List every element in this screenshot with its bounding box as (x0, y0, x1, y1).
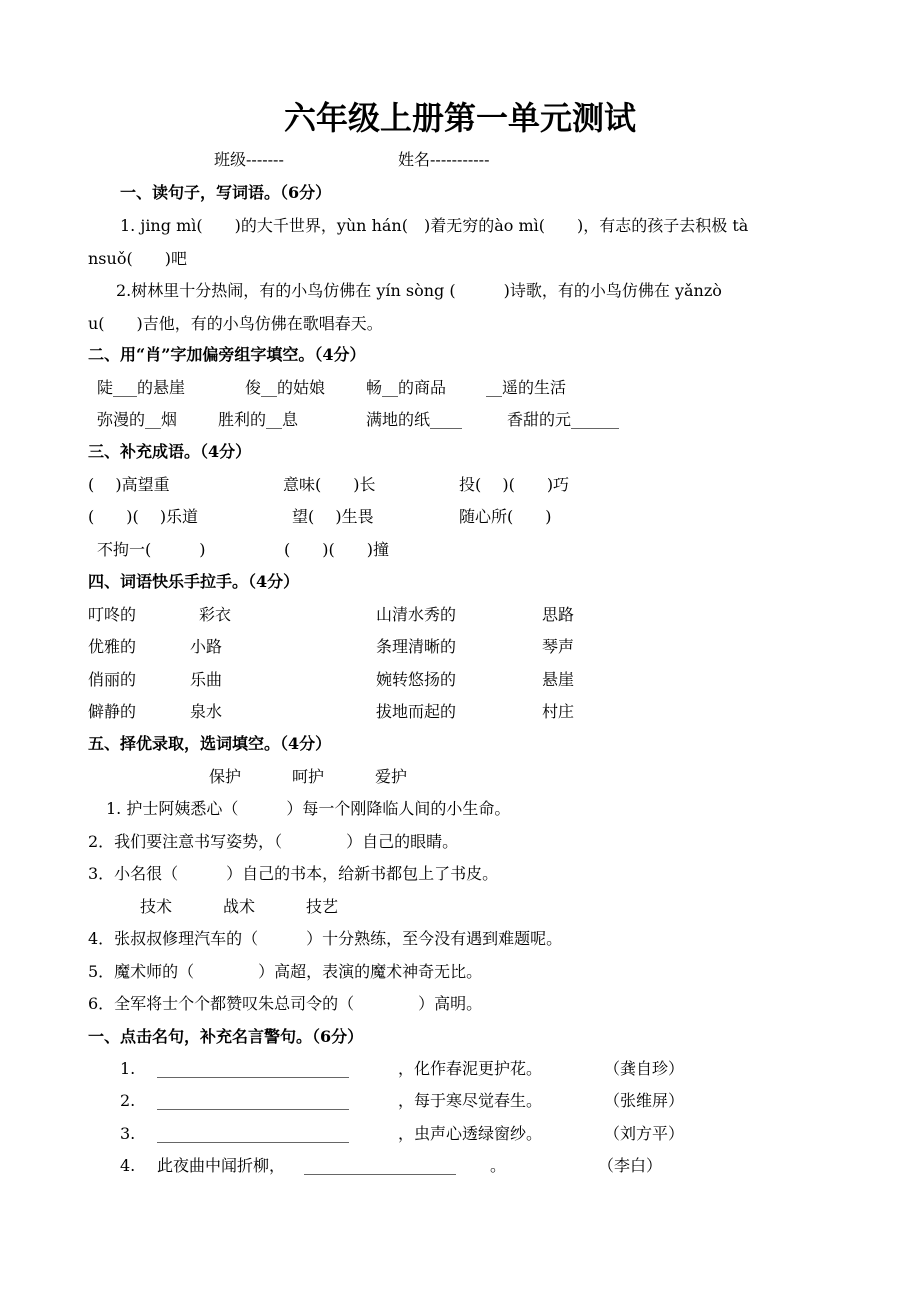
word-choice: 爱护 (375, 767, 408, 786)
match-word: 悬崖 (542, 670, 575, 689)
quote-author: （刘方平） (604, 1124, 685, 1143)
section-3-heading: 三、补充成语。（4分） (88, 442, 252, 461)
quote-blank: ________________________ (157, 1091, 349, 1110)
fill-question: 5．魔术师的（ ）高超，表演的魔术神奇无比。 (88, 962, 483, 981)
question-2-line1: 2.树林里十分热闹，有的小鸟仿佛在 yín sòng ( )诗歌，有的小鸟仿佛在 yǎnzò (116, 281, 722, 300)
word-choice: 技艺 (306, 897, 339, 916)
quote-author: （李白） (598, 1156, 663, 1175)
quote-number: 3. (120, 1124, 136, 1143)
s2-item: __遥的生活 (486, 378, 567, 397)
idiom: 不拘一( ) (97, 540, 206, 559)
question-2-line2: u( )吉他，有的小鸟仿佛在歌唱春天。 (88, 314, 383, 333)
s2-item: 俊__的姑娘 (245, 378, 326, 397)
idiom: 意味( )长 (283, 475, 376, 494)
section-6-heading: 一、点击名句，补充名言警句。（6分） (88, 1027, 364, 1046)
match-word: 乐曲 (190, 670, 223, 689)
s2-item: 畅__的商品 (366, 378, 447, 397)
quote-author: （龚自珍） (604, 1059, 685, 1078)
match-word: 山清水秀的 (376, 605, 457, 624)
quote-blank: ________________________ (157, 1059, 349, 1078)
word-choice: 战术 (223, 897, 256, 916)
quote-end: 。 (490, 1156, 507, 1175)
match-word: 婉转悠扬的 (376, 670, 457, 689)
quote-author: （张维屏） (604, 1091, 685, 1110)
match-word: 泉水 (190, 702, 223, 721)
match-word: 彩衣 (199, 605, 232, 624)
section-5-heading: 五、择优录取，选词填空。（4分） (88, 734, 332, 753)
quote-blank: ___________________ (304, 1156, 456, 1175)
match-word: 优雅的 (88, 637, 137, 656)
idiom: 随心所( ) (459, 507, 552, 526)
fill-question: 4．张叔叔修理汽车的（ ）十分熟练，至今没有遇到难题呢。 (88, 929, 563, 948)
s2-item: 弥漫的__烟 (97, 410, 178, 429)
quote-number: 4. (120, 1156, 136, 1175)
s2-item: 香甜的元______ (507, 410, 620, 429)
match-word: 俏丽的 (88, 670, 137, 689)
idiom: 投( )( )巧 (459, 475, 570, 494)
fill-question: 6．全军将士个个都赞叹朱总司令的（ ）高明。 (88, 994, 483, 1013)
section-4-heading: 四、词语快乐手拉手。（4分） (88, 572, 300, 591)
fill-question: 1. 护士阿姨悉心（ ）每一个刚降临人间的小生命。 (106, 799, 511, 818)
idiom: ( )( )乐道 (88, 507, 199, 526)
question-1-line2: nsuǒ( )吧 (88, 249, 187, 268)
word-choice: 呵护 (292, 767, 325, 786)
s2-item: 陡___的悬崖 (97, 378, 186, 397)
fill-question: 3．小名很（ ）自己的书本，给新书都包上了书皮。 (88, 864, 499, 883)
match-word: 条理清晰的 (376, 637, 457, 656)
match-word: 叮咚的 (88, 605, 137, 624)
quote-number: 1. (120, 1059, 136, 1078)
match-word: 琴声 (542, 637, 575, 656)
idiom: ( )( )撞 (284, 540, 389, 559)
class-label: 班级------- (214, 150, 284, 169)
word-choice: 保护 (209, 767, 242, 786)
name-label: 姓名----------- (398, 150, 490, 169)
idiom: 望( )生畏 (292, 507, 374, 526)
fill-question: 2．我们要注意书写姿势，（ ）自己的眼睛。 (88, 832, 459, 851)
quote-blank: ________________________ (157, 1124, 349, 1143)
match-word: 思路 (542, 605, 575, 624)
section-2-heading: 二、用“肖”字加偏旁组字填空。（4分） (88, 345, 366, 364)
s2-item: 满地的纸____ (366, 410, 463, 429)
page-title: 六年级上册第一单元测试 (283, 99, 636, 137)
quote-text: ，虫声心透绿窗纱。 (398, 1124, 543, 1143)
quote-text: ，每于寒尽觉春生。 (398, 1091, 543, 1110)
quote-text: ，化作春泥更护花。 (398, 1059, 543, 1078)
s2-item: 胜利的__息 (218, 410, 299, 429)
match-word: 拔地而起的 (376, 702, 457, 721)
idiom: ( )高望重 (88, 475, 170, 494)
quote-number: 2. (120, 1091, 136, 1110)
match-word: 小路 (190, 637, 223, 656)
question-1-line1: 1. jing mì( )的大千世界，yùn hán( )着无穷的ào mì( )，有志的孩子去积极 tà (120, 216, 749, 235)
word-choice: 技术 (140, 897, 173, 916)
match-word: 僻静的 (88, 702, 137, 721)
section-1-heading: 一、读句子，写词语。（6分） (120, 183, 332, 202)
quote-text: 此夜曲中闻折柳， (157, 1156, 286, 1175)
match-word: 村庄 (542, 702, 575, 721)
